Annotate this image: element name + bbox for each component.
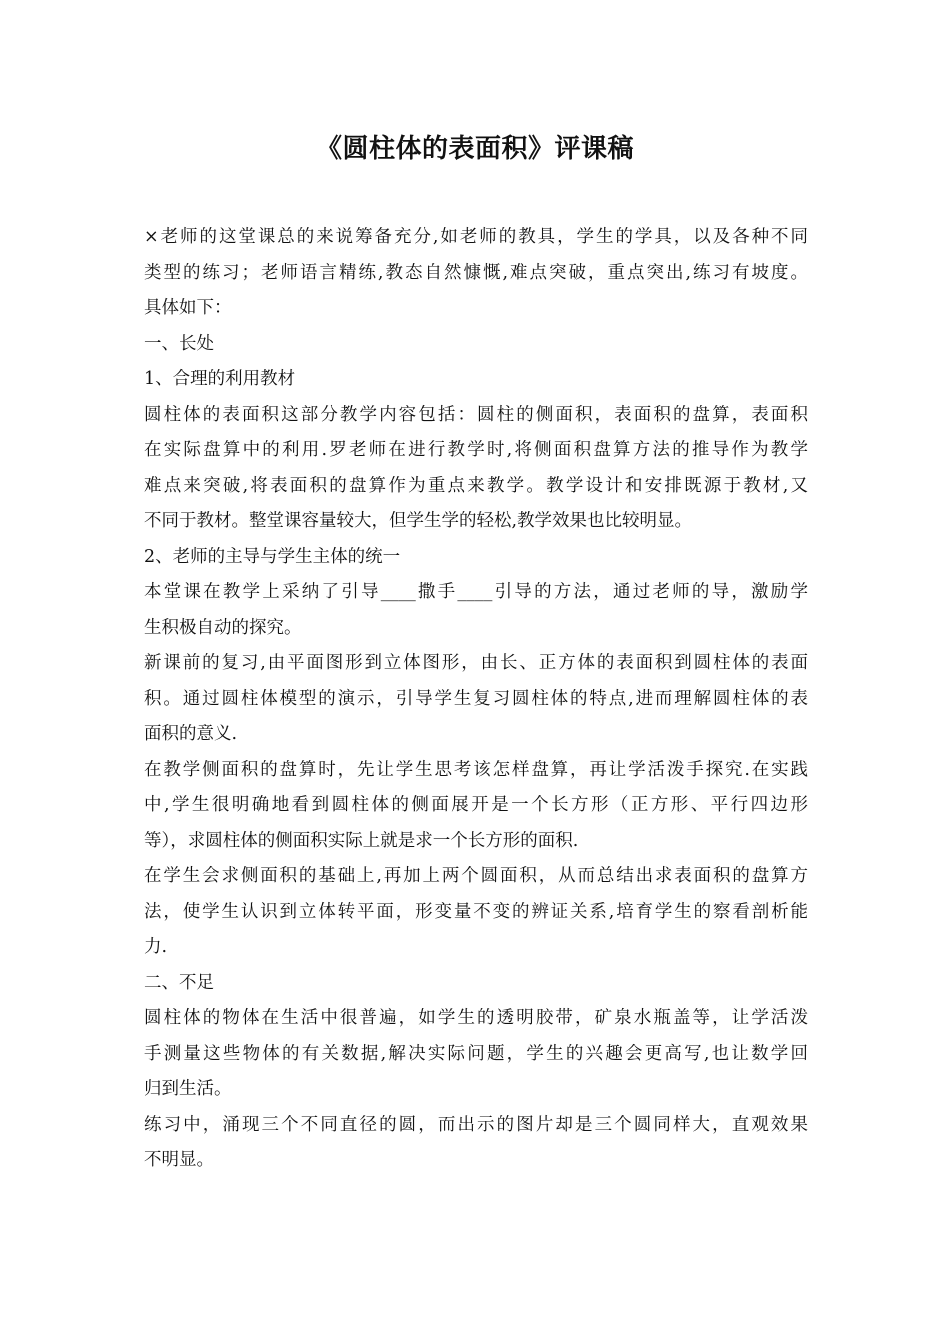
document-title: 《圆柱体的表面积》评课稿 — [315, 134, 634, 164]
body-line: 中,学生很明确地看到圆柱体的侧面展开是一个长方形（正方形、平行四边形 — [144, 795, 808, 815]
section-heading: 二、不足 — [144, 972, 214, 993]
body-line: ×老师的这堂课总的来说筹备充分,如老师的教具，学生的学具，以及各种不同 — [144, 227, 808, 247]
body-line: 练习中，涌现三个不同直径的圆，而出示的图片却是三个圆同样大，直观效果 — [144, 1114, 808, 1135]
body-line: 在学生会求侧面积的基础上,再加上两个圆面积，从而总结出求表面积的盘算方 — [144, 866, 808, 886]
body-line: 圆柱体的表面积这部分教学内容包括：圆柱的侧面积，表面积的盘算，表面积 — [144, 404, 808, 425]
body-line: 手测量这些物体的有关数据,解决实际问题，学生的兴趣会更高写,也让数学回 — [144, 1043, 808, 1064]
body-line: 等），求圆柱体的侧面积实际上就是求一个长方形的面积. — [144, 830, 579, 851]
body-line: 不同于教材。整堂课容量较大，但学生学的轻松,教学效果也比较明显。 — [144, 511, 693, 531]
subsection-heading: 1、合理的利用教材 — [144, 369, 296, 389]
body-line: 在教学侧面积的盘算时，先让学生思考该怎样盘算，再让学活泼手探究.在实践 — [144, 759, 808, 780]
body-line: 不明显。 — [144, 1150, 214, 1170]
body-line: 具体如下： — [144, 298, 232, 318]
body-line: 生积极自动的探究。 — [144, 617, 302, 638]
body-line: 难点来突破,将表面积的盘算作为重点来教学。教学设计和安排既源于教材,又 — [144, 475, 808, 496]
body-line: 类型的练习；老师语言精练,教态自然慷慨,难点突破，重点突出,练习有坡度。 — [144, 262, 808, 283]
body-line: 面积的意义. — [144, 724, 238, 744]
body-line: 本堂课在教学上采纳了引导____撒手____引导的方法，通过老师的导，激励学 — [144, 582, 808, 602]
body-line: 法，使学生认识到立体转平面，形变量不变的辨证关系,培育学生的察看剖析能 — [144, 901, 808, 922]
body-line: 归到生活。 — [144, 1079, 232, 1099]
document-body — [144, 220, 808, 1179]
body-line: 新课前的复习,由平面图形到立体图形，由长、正方体的表面积到圆柱体的表面 — [144, 653, 808, 673]
body-line: 圆柱体的物体在生活中很普遍，如学生的透明胶带，矿泉水瓶盖等，让学活泼 — [144, 1008, 808, 1028]
body-line: 积。通过圆柱体模型的演示，引导学生复习圆柱体的特点,进而理解圆柱体的表 — [144, 688, 808, 709]
body-line: 在实际盘算中的利用.罗老师在进行教学时,将侧面积盘算方法的推导作为教学 — [144, 440, 808, 460]
section-heading: 一、长处 — [144, 333, 214, 354]
subsection-heading: 2、老师的主导与学生主体的统一 — [144, 546, 401, 567]
body-line: 力. — [144, 937, 168, 957]
